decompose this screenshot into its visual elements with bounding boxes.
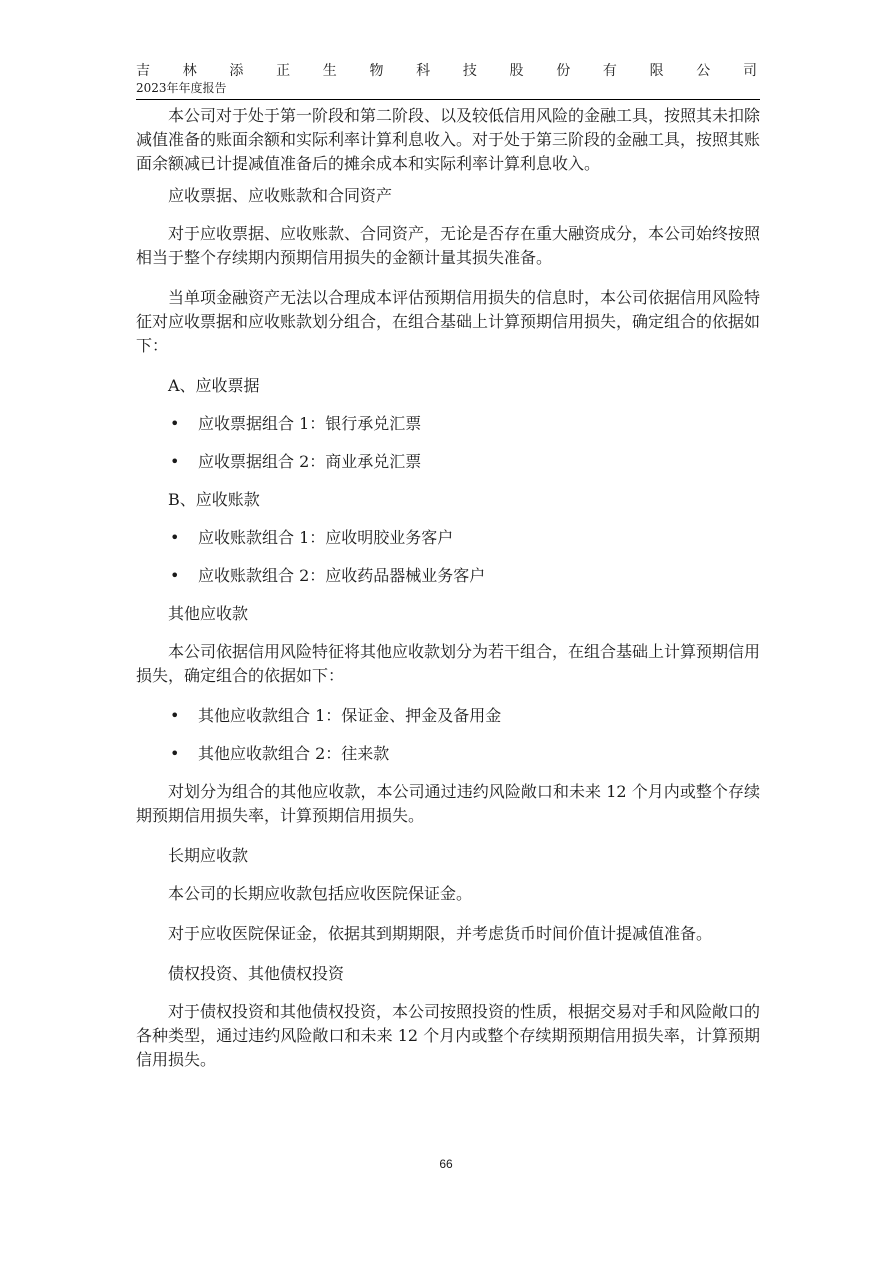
list-item-text: 应收票据组合 2：商业承兑汇票 <box>198 452 422 471</box>
page-header <box>136 62 757 96</box>
bullet-list <box>136 526 760 588</box>
company-char: 份 <box>556 63 571 79</box>
company-char: 限 <box>649 63 664 79</box>
list-item <box>136 564 760 588</box>
company-char: 吉 <box>136 63 150 79</box>
paragraph: 对于应收票据、应收账款、合同资产，无论是否存在重大融资成分，本公司始终按照相当于整个存续期内预期信用损失的金额计量其损失准备。 <box>136 224 761 267</box>
company-char: 添 <box>229 63 244 79</box>
paragraph: 当单项金融资产无法以合理成本评估预期信用损失的信息时，本公司依据信用风险特征对应收票据和应收账款划分组合，在组合基础上计算预期信用损失，确定组合的依据如下： <box>136 288 761 355</box>
header-divider <box>136 99 760 100</box>
section-heading: 应收票据、应收账款和合同资产 <box>168 186 393 205</box>
bullet-icon: • <box>170 452 180 471</box>
list-item <box>136 742 760 766</box>
document-body <box>136 104 760 1088</box>
bullet-icon: • <box>170 528 180 547</box>
bullet-icon: • <box>170 566 180 585</box>
list-item <box>136 450 760 474</box>
section-heading: B、应收账款 <box>168 490 260 509</box>
paragraph: 本公司的长期应收款包括应收医院保证金。 <box>168 884 473 903</box>
bullet-icon: • <box>170 744 180 763</box>
bullet-list <box>136 704 760 766</box>
bullet-icon: • <box>170 706 180 725</box>
paragraph: 本公司对于处于第一阶段和第二阶段、以及较低信用风险的金融工具，按照其未扣除减值准备的账面余额和实际利率计算利息收入。对于处于第三阶段的金融工具，按照其账面余额减已计提减值准备后的摊余成本和实际利率计算利息收入。 <box>136 106 761 173</box>
company-char: 公 <box>696 63 711 79</box>
company-char: 有 <box>602 63 617 79</box>
list-item <box>136 704 760 728</box>
report-title: 2023年年度报告 <box>136 81 227 95</box>
list-item-text: 其他应收款组合 2：往来款 <box>198 744 390 763</box>
section-heading: 债权投资、其他债权投资 <box>168 964 345 983</box>
company-char: 技 <box>462 63 477 79</box>
paragraph: 本公司依据信用风险特征将其他应收款划分为若干组合，在组合基础上计算预期信用损失，确定组合的依据如下： <box>136 642 761 685</box>
list-item-text: 应收票据组合 1：银行承兑汇票 <box>198 414 422 433</box>
list-item <box>136 412 760 436</box>
company-char: 司 <box>742 63 757 79</box>
list-item <box>136 526 760 550</box>
paragraph: 对划分为组合的其他应收款，本公司通过违约风险敞口和未来 12 个月内或整个存续期预期信用损失率，计算预期信用损失。 <box>136 782 760 825</box>
list-item-text: 应收账款组合 1：应收明胶业务客户 <box>198 528 454 547</box>
company-char: 物 <box>369 63 384 79</box>
bullet-icon: • <box>170 414 180 433</box>
bullet-list <box>136 412 760 474</box>
company-char: 正 <box>276 63 291 79</box>
company-char: 科 <box>416 63 431 79</box>
page-number: 66 <box>439 1157 453 1171</box>
paragraph: 对于债权投资和其他债权投资，本公司按照投资的性质，根据交易对手和风险敞口的各种类型，通过违约风险敞口和未来 12 个月内或整个存续期预期信用损失率，计算预期信用损失。 <box>136 1002 761 1069</box>
company-name <box>136 62 757 80</box>
section-heading: 长期应收款 <box>168 846 249 865</box>
list-item-text: 应收账款组合 2：应收药品器械业务客户 <box>198 566 486 585</box>
section-heading: 其他应收款 <box>168 604 249 623</box>
company-char: 生 <box>322 63 337 79</box>
company-char: 林 <box>182 63 197 79</box>
list-item-text: 其他应收款组合 1：保证金、押金及备用金 <box>198 706 502 725</box>
section-heading: A、应收票据 <box>168 376 260 395</box>
paragraph: 对于应收医院保证金，依据其到期期限，并考虑货币时间价值计提减值准备。 <box>168 924 713 943</box>
company-char: 股 <box>509 63 524 79</box>
